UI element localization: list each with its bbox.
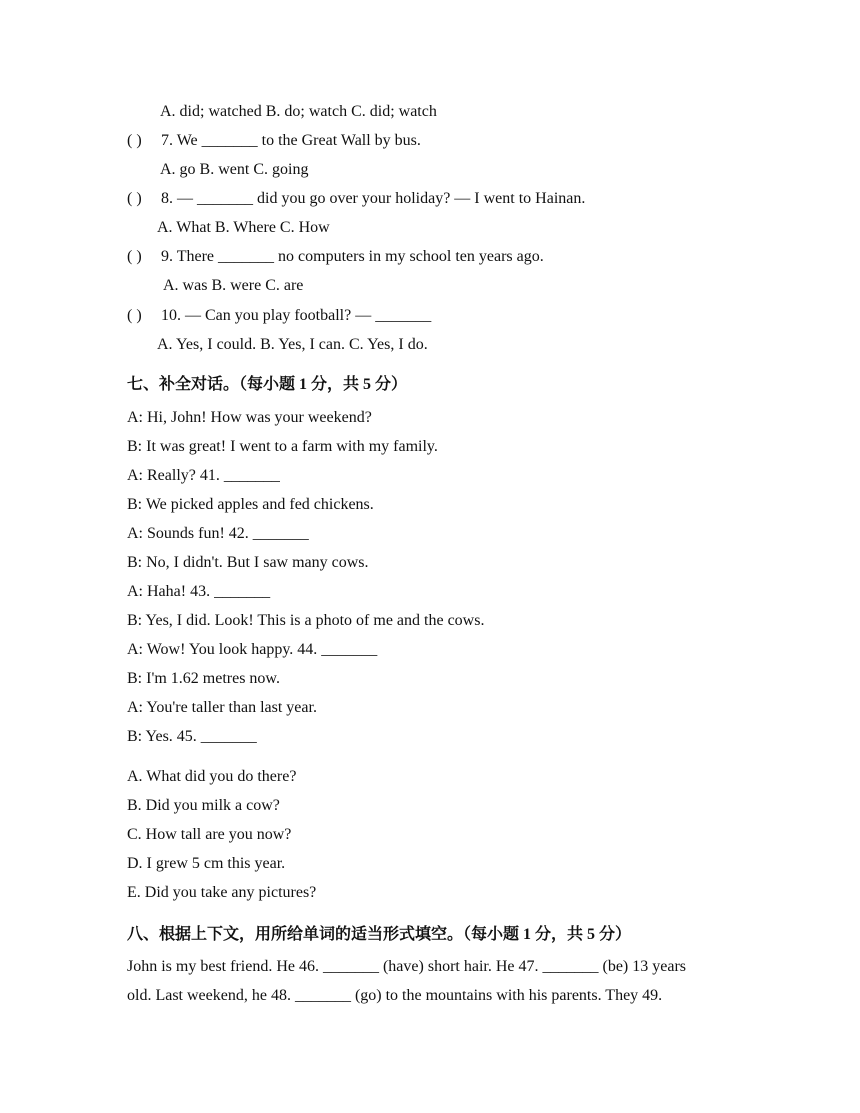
choice-option: C. How tall are you now?: [127, 826, 292, 843]
dialogue-line: A: You're taller than last year.: [127, 699, 317, 716]
choice-option: D. I grew 5 cm this year.: [127, 855, 286, 872]
dialogue-line: B: It was great! I went to a farm with my family.: [127, 438, 438, 455]
dialogue-line: A: Really? 41. _______: [127, 467, 280, 484]
dialogue-line: B: Yes. 45. _______: [127, 728, 257, 745]
dialogue-line: A: Haha! 43. _______: [127, 583, 271, 600]
question-9: [127, 247, 544, 267]
q8-options: A. What B. Where C. How: [157, 219, 330, 236]
question-text: 7. We _______ to the Great Wall by bus.: [161, 132, 421, 149]
question-text: 10. — Can you play football? — _______: [161, 307, 432, 324]
choice-option: E. Did you take any pictures?: [127, 884, 317, 901]
section-7-heading: 七、补全对话。（每小题 1 分，共 5 分）: [127, 376, 408, 393]
question-7: [127, 131, 421, 151]
answer-blank: ( ): [127, 132, 142, 149]
paragraph-line: John is my best friend. He 46. _______ (have) short hair. He 47. _______ (be) 13 years: [127, 958, 686, 975]
q7-options: A. go B. went C. going: [160, 161, 309, 178]
choice-option: B. Did you milk a cow?: [127, 797, 280, 814]
section-8-heading: 八、根据上下文，用所给单词的适当形式填空。（每小题 1 分，共 5 分）: [127, 926, 632, 943]
question-10: [127, 306, 431, 326]
dialogue-line: A: Hi, John! How was your weekend?: [127, 409, 372, 426]
q9-options: A. was B. were C. are: [163, 277, 304, 294]
paragraph-line: old. Last weekend, he 48. _______ (go) to the mountains with his parents. They 49.: [127, 987, 663, 1004]
dialogue-line: A: Sounds fun! 42. _______: [127, 525, 309, 542]
answer-blank: ( ): [127, 248, 142, 265]
question-8: [127, 189, 585, 209]
answer-blank: ( ): [127, 307, 142, 324]
question-text: 9. There _______ no computers in my school ten years ago.: [161, 248, 544, 265]
dialogue-line: A: Wow! You look happy. 44. _______: [127, 641, 378, 658]
q10-options: A. Yes, I could. B. Yes, I can. C. Yes, I do.: [157, 336, 428, 353]
dialogue-line: B: No, I didn't. But I saw many cows.: [127, 554, 369, 571]
dialogue-line: B: I'm 1.62 metres now.: [127, 670, 280, 687]
q6-options: A. did; watched B. do; watch C. did; watch: [160, 103, 437, 120]
answer-blank: ( ): [127, 190, 142, 207]
question-text: 8. — _______ did you go over your holiday? — I went to Hainan.: [161, 190, 586, 207]
choice-option: A. What did you do there?: [127, 768, 297, 785]
dialogue-line: B: We picked apples and fed chickens.: [127, 496, 374, 513]
dialogue-line: B: Yes, I did. Look! This is a photo of me and the cows.: [127, 612, 485, 629]
